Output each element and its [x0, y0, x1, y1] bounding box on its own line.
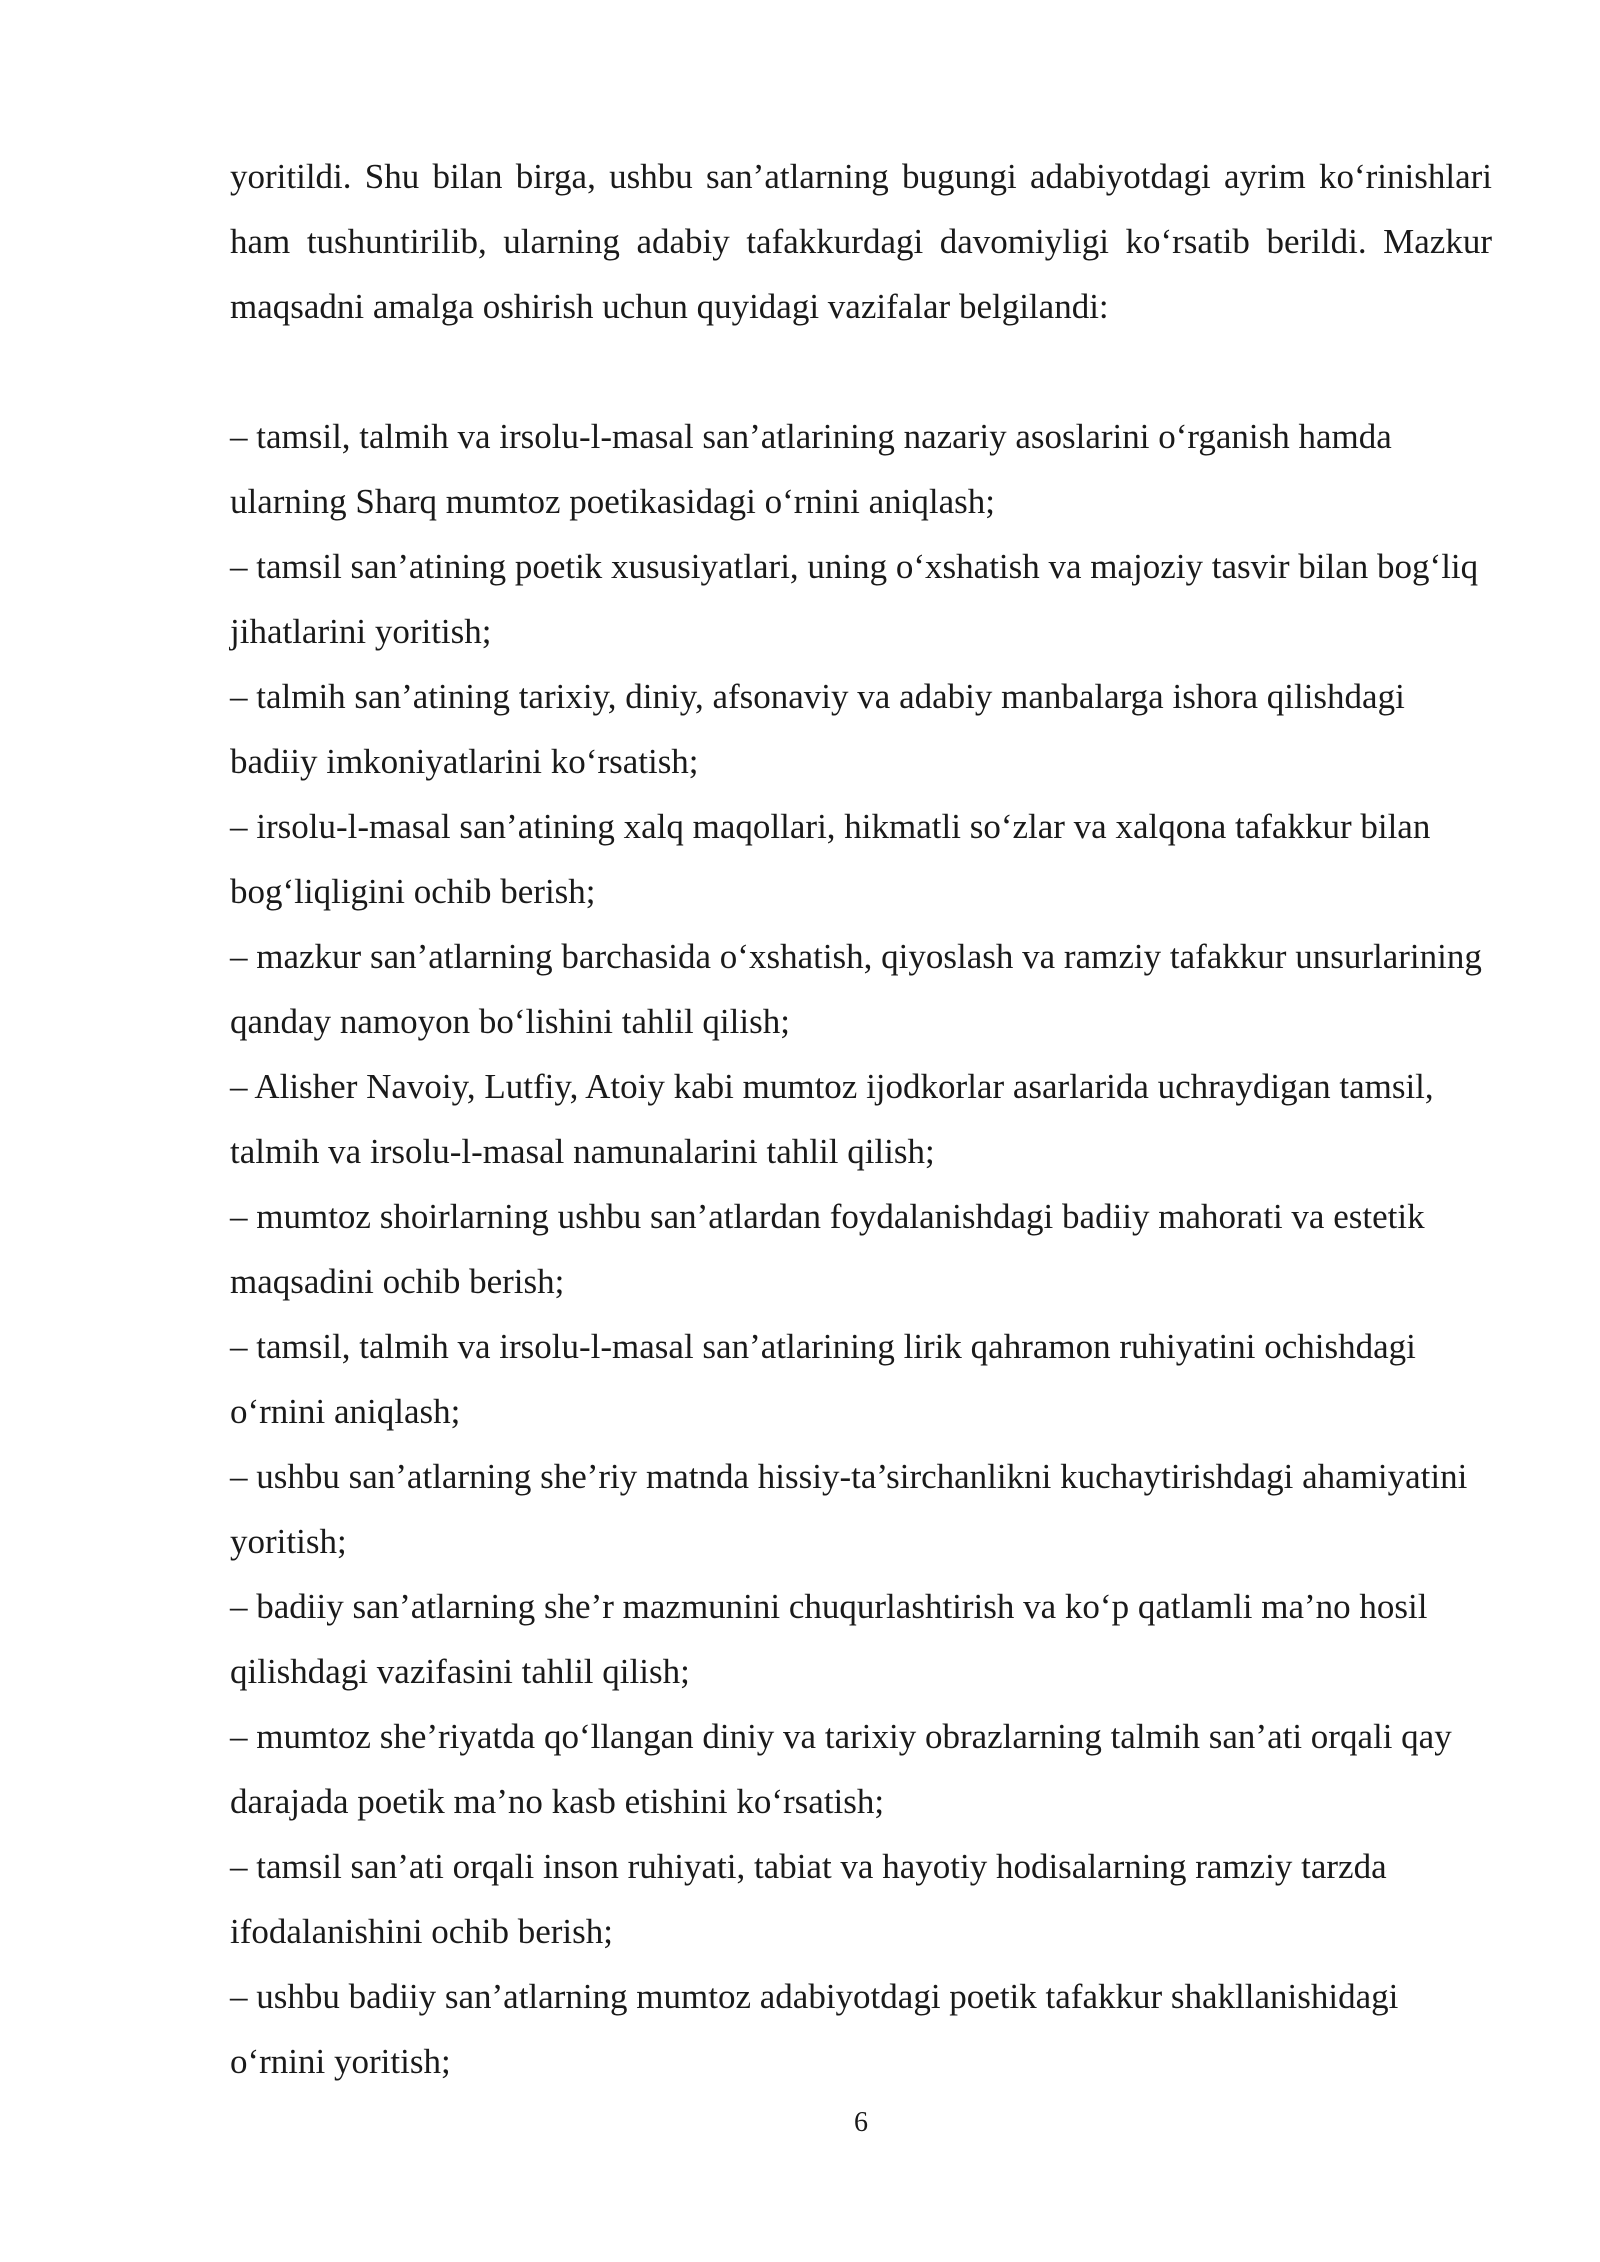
task-item: – ushbu san’atlarning she’riy matnda hissiy-ta’sirchanlikni kuchaytirishdagi ahamiyatini yoritish; — [230, 1457, 1468, 1561]
task-item: – talmih san’atining tarixiy, diniy, afsonaviy va adabiy manbalarga ishora qilishdagi badiiy imkoniyatlarini ko‘rsatish; — [230, 677, 1405, 781]
task-item: – tamsil, talmih va irsolu-l-masal san’atlarining lirik qahramon ruhiyatini ochishdagi o‘rnini aniqlash; — [230, 1327, 1416, 1431]
task-list — [230, 404, 1492, 2094]
page-number: 6 — [854, 2107, 868, 2138]
task-item: – mumtoz she’riyatda qo‘llangan diniy va tarixiy obrazlarning talmih san’ati orqali qay darajada poetik ma’no kasb etishini ko‘rsatish; — [230, 1717, 1452, 1821]
task-item: – ushbu badiiy san’atlarning mumtoz adabiyotdagi poetik tafakkur shakllanishidagi o‘rnini yoritish; — [230, 1977, 1399, 2081]
task-item: – mazkur san’atlarning barchasida o‘xshatish, qiyoslash va ramziy tafakkur unsurlarining qanday namoyon bo‘lishini tahlil qilish; — [230, 937, 1482, 1041]
task-item: – tamsil san’atining poetik xususiyatlari, uning o‘xshatish va majoziy tasvir bilan bog‘liq jihatlarini yoritish; — [230, 547, 1479, 651]
intro-paragraph — [230, 144, 1492, 339]
task-item: – Alisher Navoiy, Lutfiy, Atoiy kabi mumtoz ijodkorlar asarlarida uchraydigan tamsil, talmih va irsolu-l-masal namunalarini tahlil qilish; — [230, 1067, 1434, 1171]
intro-text: yoritildi. Shu bilan birga, ushbu san’atlarning bugungi adabiyotdagi ayrim ko‘rinishlari ham tushuntirilib, ularning adabiy tafakkurdagi davomiyligi ko‘rsatib berildi. Mazkur maqsadni amalga oshirish uchun quyidagi vazifalar belgilandi: — [230, 157, 1492, 326]
task-item: – irsolu-l-masal san’atining xalq maqollari, hikmatli so‘zlar va xalqona tafakkur bilan bog‘liqligini ochib berish; — [230, 807, 1431, 911]
task-item: – tamsil, talmih va irsolu-l-masal san’atlarining nazariy asoslarini o‘rganish hamda ularning Sharq mumtoz poetikasidagi o‘rnini aniqlash; — [230, 417, 1392, 521]
task-item: – badiiy san’atlarning she’r mazmunini chuqurlashtirish va ko‘p qatlamli ma’no hosil qilishdagi vazifasini tahlil qilish; — [230, 1587, 1428, 1691]
task-item: – mumtoz shoirlarning ushbu san’atlardan foydalanishdagi badiiy mahorati va estetik maqsadini ochib berish; — [230, 1197, 1425, 1301]
task-item: – tamsil san’ati orqali inson ruhiyati, tabiat va hayotiy hodisalarning ramziy tarzda ifodalanishini ochib berish; — [230, 1847, 1387, 1951]
